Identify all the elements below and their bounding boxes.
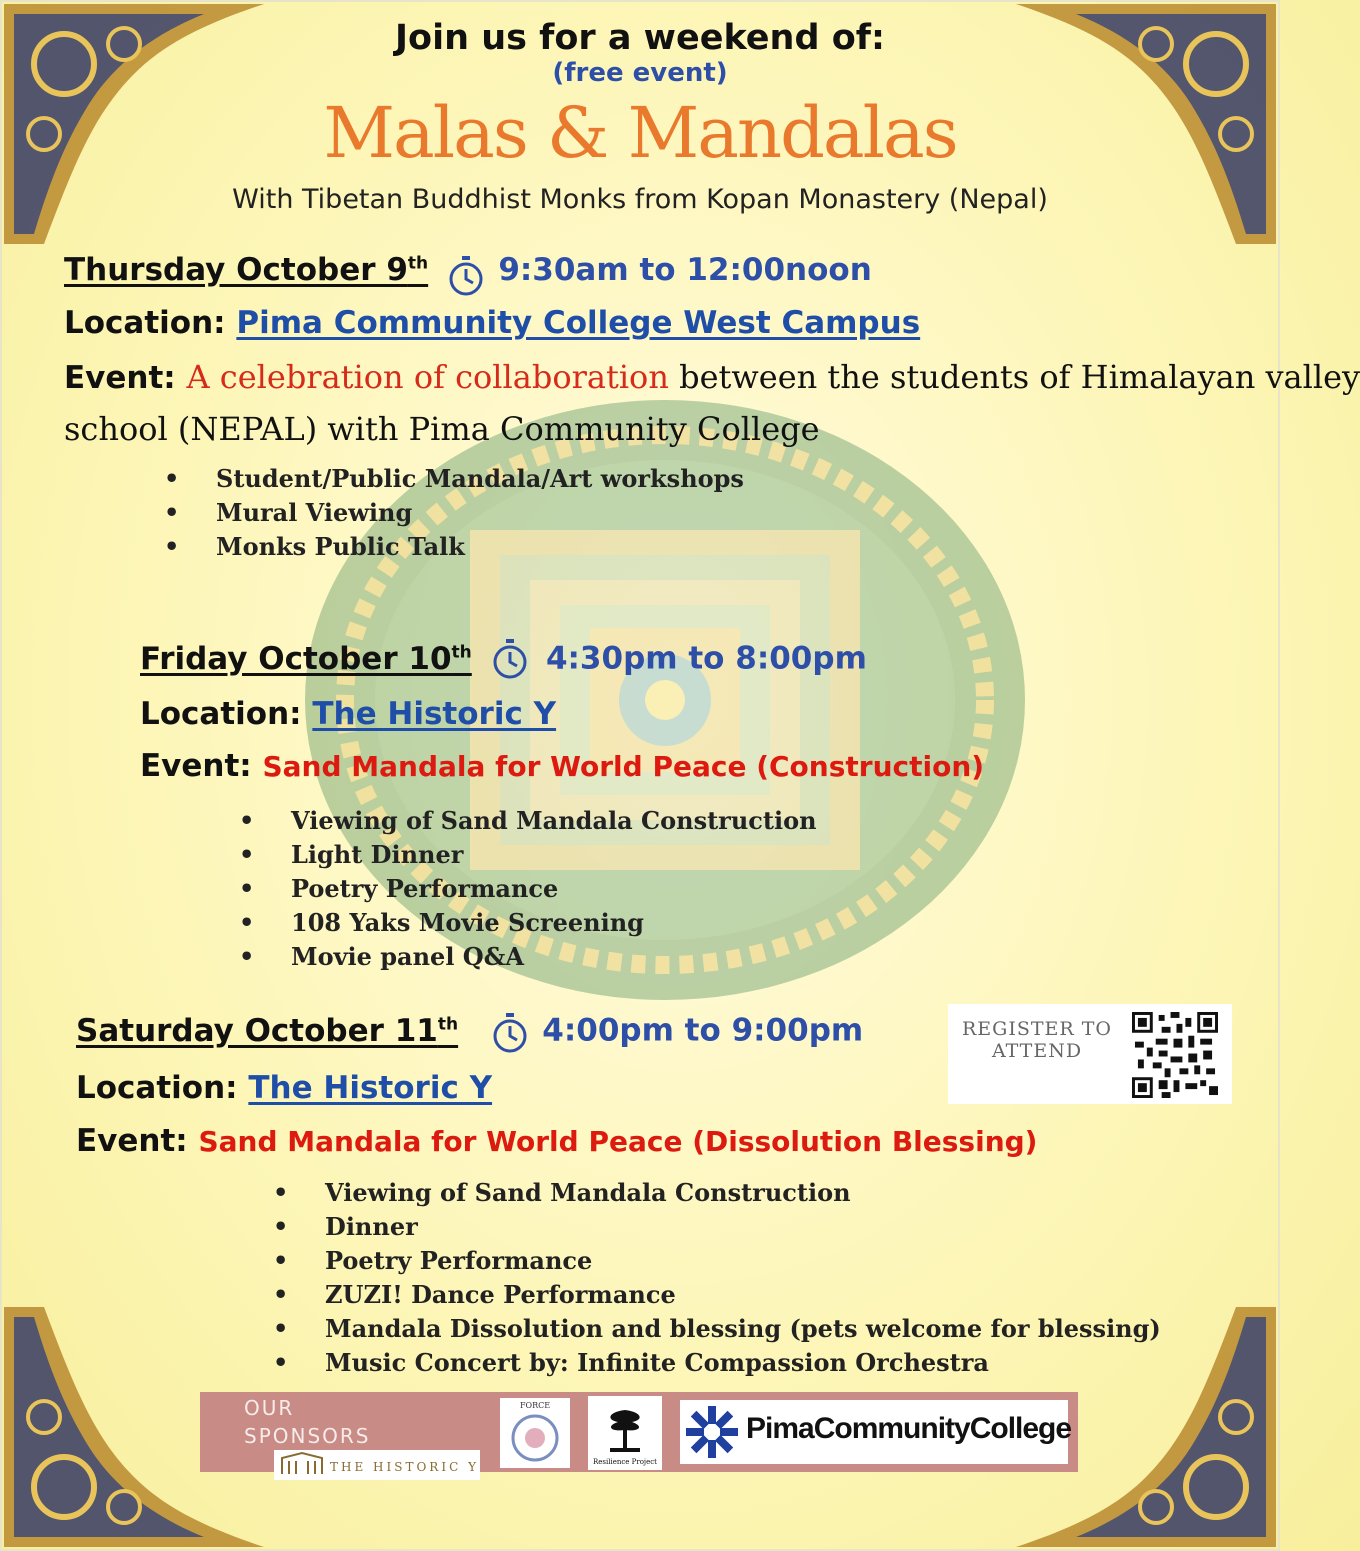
saturday-location: Location: The Historic Y	[76, 1070, 493, 1106]
thursday-location-link[interactable]: Pima Community College West Campus	[236, 305, 921, 341]
list-item: • 108 Yaks Movie Screening	[291, 906, 817, 940]
saturday-header	[76, 1012, 863, 1060]
list-item: • Light Dinner	[291, 838, 817, 872]
list-item: • Poetry Performance	[291, 872, 817, 906]
thursday-activities-list	[216, 462, 744, 564]
friday-date: Friday October 10th	[140, 640, 472, 677]
friday-event: Event: Sand Mandala for World Peace (Construction)	[140, 748, 985, 784]
historic-y-building-icon	[280, 1452, 324, 1476]
sponsors-label: OUR SPONSORS	[244, 1396, 371, 1448]
thursday-time: 9:30am to 12:00noon	[498, 252, 872, 288]
list-item: • Movie panel Q&A	[291, 940, 817, 974]
list-item: • Mandala Dissolution and blessing (pets welcome for blessing)	[325, 1312, 1161, 1346]
list-item: • Mural Viewing	[216, 496, 744, 530]
saturday-event-title: Sand Mandala for World Peace (Dissolution Blessing)	[198, 1125, 1038, 1158]
svg-text:FORCE: FORCE	[519, 1401, 551, 1410]
saturday-date: Saturday October 11th	[76, 1012, 459, 1049]
list-item: • Dinner	[325, 1210, 1161, 1244]
thursday-location: Location: Pima Community College West Campus	[64, 305, 921, 341]
sponsors-band	[200, 1392, 1078, 1472]
pcc-star-icon	[684, 1404, 740, 1460]
friday-event-title: Sand Mandala for World Peace (Construction)	[262, 750, 985, 783]
list-item: • ZUZI! Dance Performance	[325, 1278, 1161, 1312]
event-title: Malas & Mandalas	[323, 92, 957, 174]
force-logo	[500, 1398, 570, 1468]
list-item: • Monks Public Talk	[216, 530, 744, 564]
force-logo-icon	[500, 1398, 570, 1468]
thursday-header	[64, 252, 872, 297]
list-item: • Music Concert by: Infinite Compassion Orchestra	[325, 1346, 1161, 1380]
list-item: • Viewing of Sand Mandala Construction	[291, 804, 817, 838]
saturday-activities-list	[325, 1176, 1161, 1380]
thursday-event-rest: between the students of Himalayan valley	[668, 358, 1360, 396]
event-subtitle: With Tibetan Buddhist Monks from Kopan Monastery (Nepal)	[232, 184, 1048, 215]
saturday-time: 4:00pm to 9:00pm	[542, 1012, 864, 1049]
resilience-project-logo	[588, 1396, 662, 1470]
pcc-logo-text: PimaCommunityCollege	[746, 1412, 1072, 1445]
friday-time: 4:30pm to 8:00pm	[545, 640, 867, 677]
thursday-event: Event: A celebration of collaboration between the students of Himalayan valley	[64, 358, 1360, 396]
friday-activities-list	[291, 804, 817, 974]
bonsai-tree-icon	[588, 1396, 662, 1470]
friday-location-link[interactable]: The Historic Y	[312, 696, 557, 732]
register-label: REGISTER TO ATTEND	[962, 1018, 1113, 1062]
thursday-event-highlight: A celebration of collaboration	[186, 358, 669, 396]
list-item: • Viewing of Sand Mandala Construction	[325, 1176, 1161, 1210]
historic-y-logo: THE HISTORIC Y	[274, 1450, 480, 1480]
thursday-date: Thursday October 9th	[64, 252, 429, 288]
clock-icon	[491, 638, 529, 680]
header-intro: Join us for a weekend of:	[395, 18, 885, 58]
friday-location: Location: The Historic Y	[140, 696, 557, 732]
saturday-location-link[interactable]: The Historic Y	[248, 1070, 493, 1106]
clock-icon	[491, 1012, 529, 1054]
clock-icon	[447, 255, 485, 297]
register-box[interactable]	[948, 1004, 1232, 1104]
free-event-note: (free event)	[552, 58, 728, 88]
saturday-event: Event: Sand Mandala for World Peace (Dissolution Blessing)	[76, 1123, 1038, 1159]
friday-header	[140, 638, 867, 690]
thursday-event-line2: school (NEPAL) with Pima Community College	[64, 410, 820, 448]
list-item: • Poetry Performance	[325, 1244, 1161, 1278]
list-item: • Student/Public Mandala/Art workshops	[216, 462, 744, 496]
qr-code-icon[interactable]	[1132, 1012, 1218, 1098]
svg-text:Resilience Project: Resilience Project	[593, 1458, 657, 1466]
pima-community-college-logo	[680, 1400, 1072, 1464]
